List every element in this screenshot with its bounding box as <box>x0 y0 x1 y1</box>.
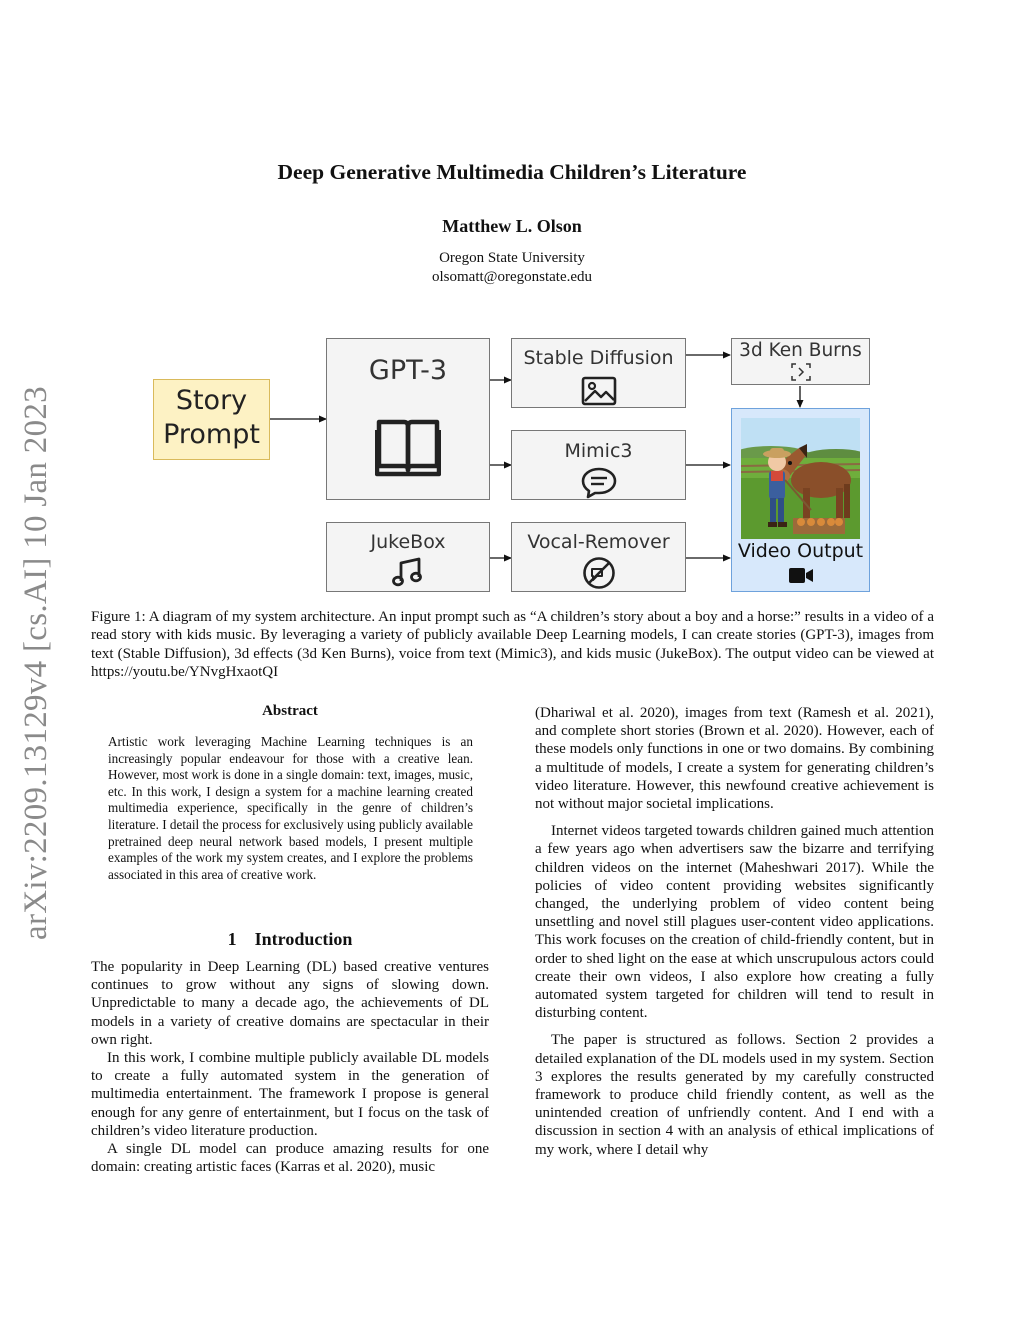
boy-and-horse-illustration <box>741 418 860 539</box>
no-voice-icon <box>582 556 616 594</box>
section-heading-introduction: 1 Introduction <box>227 929 353 949</box>
right-paragraph-3: The paper is structured as follows. Section 2 provides a detailed explanation of the DL models used in my system. Section 3 explores the results generated by my carefully constructed framework to produce child friendly content, as well as the unintended creation of unfriendly content. And I end with a discussion in section 4 with an analysis of ethical implications of my work, where I detail why <box>535 1032 934 1158</box>
jukebox-box <box>326 522 490 592</box>
diagram-arrows <box>0 0 1024 600</box>
affiliation: Oregon State University <box>439 250 585 266</box>
story-prompt-box <box>153 379 270 460</box>
intro-paragraph-2: In this work, I combine multiple publicly available DL models to create a fully automated system in the generation of multimedia entertainment. The framework I propose is general enough for any genre of entertainment, but I focus on the task of children’s video literature production. <box>91 1050 489 1139</box>
video-output-label: Video Output <box>737 540 864 562</box>
arxiv-identifier: arXiv:2209.13129v4 [cs.AI] 10 Jan 2023 <box>18 386 54 940</box>
story-label-line2: Prompt <box>163 419 260 450</box>
jukebox-label: JukeBox <box>370 531 446 553</box>
vocal-remover-box <box>511 522 686 592</box>
abstract-heading: Abstract <box>262 703 318 719</box>
music-note-icon <box>392 557 424 591</box>
ken-burns-label: 3d Ken Burns <box>739 340 862 361</box>
author-email: olsomatt@oregonstate.edu <box>431 269 593 285</box>
image-icon <box>581 376 617 410</box>
author-name: Matthew L. Olson <box>442 216 582 236</box>
ken-burns-box <box>731 338 870 385</box>
gpt3-label: GPT-3 <box>368 355 448 386</box>
right-paragraph-1: (Dhariwal et al. 2020), images from text (Ramesh et al. 2021), and complete short stories (Brown et al. 2020). However, each of these models only functions in one or two domains. By combining a multitude of models, I create a system for generating children’s video literature. However, this newfound creative achievement is not without major societal implications. <box>535 705 934 813</box>
right-column-text <box>535 704 934 1159</box>
paper-title: Deep Generative Multimedia Children’s Literature <box>277 160 747 184</box>
mimic3-box <box>511 430 686 500</box>
video-output-box <box>731 408 870 592</box>
intro-paragraph-1: The popularity in Deep Learning (DL) based creative ventures continues to grow without any signs of slowing down. Unpredictable to many a decade ago, the achievements of DL models in a variety of creative domains are spectacular in their own right. <box>91 959 489 1048</box>
system-diagram <box>0 0 1024 600</box>
right-paragraph-2: Internet videos targeted towards children gained much attention a few years ago when advertisers saw the bizarre and terrifying children videos on the internet (Maheshwari 2017). While the policies of video content providing websites significantly changed, the underlying problem of video content being unsettling and novel still plagues user-content video applications. This work focuses on the creation of child-friendly content, but in order to shed light on the ease at which unscrupulous actors could create their own videos, I also explore how creating a fully automated system targeted for children will tend to result in disturbing content. <box>535 823 934 1022</box>
speech-bubble-icon <box>581 467 617 503</box>
abstract-text: Artistic work leveraging Machine Learning techniques is an increasingly popular endeavour for those with a creative lean. However, most work is done in a single domain: text, images, music, etc. In this work, I design a system for a machine learning created multimedia experience, specifically in the genre of children’s literature. I detail the process for exclusively using publicly available pretrained deep neural network based models, I present multiple examples of the work my system creates, and I explore the problems associated in this area of creative work. <box>108 734 473 882</box>
stable-diffusion-label: Stable Diffusion <box>523 347 674 369</box>
vocal-remover-label: Vocal-Remover <box>527 531 670 553</box>
left-column-text <box>91 958 489 1176</box>
video-camera-icon <box>788 567 814 588</box>
mimic3-label: Mimic3 <box>564 440 633 462</box>
intro-paragraph-3: A single DL model can produce amazing results for one domain: creating artistic faces (Karras et al. 2020), music <box>91 1141 489 1176</box>
stable-diffusion-box <box>511 338 686 408</box>
zoom-frame-icon <box>790 362 812 386</box>
gpt3-box <box>326 338 490 500</box>
figure-caption: Figure 1: A diagram of my system architecture. An input prompt such as “A children’s story about a boy and a horse:” results in a video of a read story with kids music. By leveraging a variety of publicly available Deep Learning models, I can create stories (GPT-3), images from text (Stable Diffusion), 3d effects (3d Ken Burns), voice from text (Mimic3), and kids music (JukeBox). The output video can be viewed at https://youtu.be/YNvgHxaotQI <box>91 609 934 680</box>
open-book-icon <box>375 418 441 482</box>
story-label-line1: Story <box>175 385 248 416</box>
